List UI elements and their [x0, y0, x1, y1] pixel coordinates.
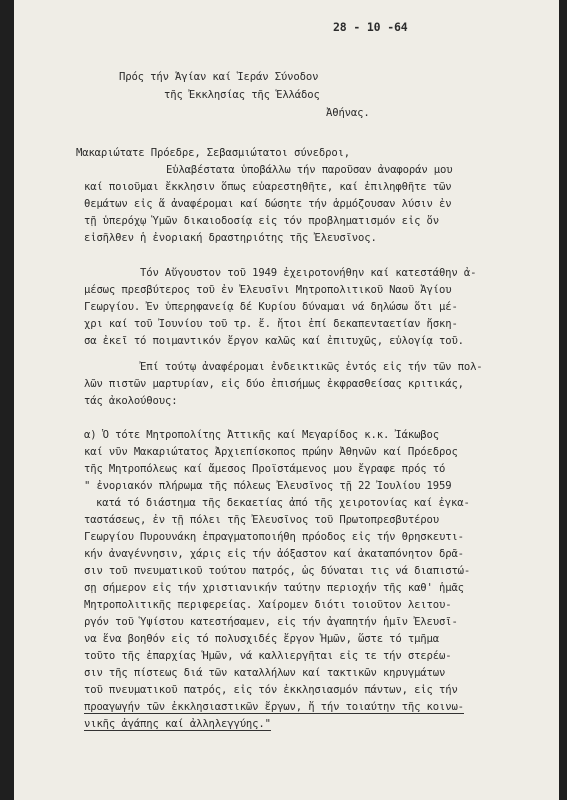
- letter-page: [14, 0, 559, 800]
- body-line: καί ποιοῦμαι ἔκκλησιν ὅπως εὐαρεστηθῆτε, καί ἐπιληφθῆτε τῶν: [84, 181, 452, 193]
- body-line: Ἐπί τούτῳ ἀναφέρομαι ἐνδεικτικῶς ἐντός εἰς τήν τῶν πολ-: [140, 361, 483, 373]
- body-line: σῃ σήμερον εἰς τήν χριστιανικήν ταύτην περιοχήν τῆς καθ' ἡμᾶς: [84, 582, 464, 594]
- body-line: Τόν Αὔγουστον τοῦ 1949 ἐχειροτονήθην καί κατεστάθην ἀ-: [140, 267, 477, 279]
- body-line: τάς ἀκολούθους:: [84, 395, 178, 407]
- body-line: χρι καί τοῦ Ἰουνίου τοῦ τρ. ἔ. ἤτοι ἐπί δεκαπενταετίαν ἤσκη-: [84, 318, 458, 330]
- left-scan-edge: [0, 0, 14, 800]
- body-line: α) Ὁ τότε Μητροπολίτης Ἀττικῆς καί Μεγαρίδος κ.κ. Ἰάκωβος: [84, 429, 439, 441]
- body-line: σιν τῆς πίστεως διά τῶν καταλλήλων καί τακτικῶν κηρυγμάτων: [84, 667, 446, 679]
- body-line: κατά τό διάστημα τῆς δεκαετίας ἀπό τῆς χειροτονίας καί ἐγκα-: [96, 497, 470, 509]
- recipient-line-2: τῆς Ἐκκλησίας τῆς Ἑλλάδος: [164, 89, 320, 101]
- body-line-underlined: νικῆς ἀγάπης καί ἀλληλεγγύης.": [84, 718, 271, 730]
- body-line: κήν ἀναγέννησιν, χάρις εἰς τήν ἀόξαστον καί ἀκαταπόνητον δρᾶ-: [84, 548, 464, 560]
- body-line: να ἕνα βοηθόν εἰς τό πολυσχιδές ἔργον Ἡμῶν, ὥστε τό τμῆμα: [84, 633, 439, 645]
- body-line: εἰσῆλθεν ἡ ἐνοριακή δραστηριότης τῆς Ἐλευσῖνος.: [84, 232, 377, 244]
- recipient-line-1: Πρός τήν Ἁγίαν καί Ἱεράν Σύνοδον: [119, 71, 319, 83]
- body-line: ργόν τοῦ Ὑψίστου κατεστήσαμεν, εἰς τήν ἀγαπητήν ἡμῖν Ἐλευσῖ-: [84, 616, 458, 628]
- body-line: Εὐλαβέστατα ὑποβάλλω τήν παροῦσαν ἀναφοράν μου: [166, 164, 453, 176]
- body-line: σιν τοῦ πνευματικοῦ τούτου πατρός, ὡς δύναται τις νά διαπιστώ-: [84, 565, 471, 577]
- body-line: λῶν πιστῶν μαρτυρίαν, εἰς δύο ἐπισήμως ἐκφρασθείσας κριτικάς,: [84, 378, 464, 390]
- body-line: θεμάτων εἰς ἅ ἀναφέρομαι καί δώσητε τήν ἁρμόζουσαν λύσιν ἐν: [84, 198, 452, 210]
- salutation: Μακαριώτατε Πρόεδρε, Σεβασμιώτατοι σύνεδροι,: [76, 147, 351, 159]
- body-line: σα ἐκεῖ τό ποιμαντικόν ἔργον καλῶς καί ἐπιτυχῶς, εὐλογίᾳ τοῦ.: [84, 335, 464, 347]
- right-scan-edge: [559, 0, 567, 800]
- body-line: τῇ ὑπερόχῳ Ὑμῶν δικαιοδοσίᾳ εἰς τόν προβληματισμόν εἰς ὅν: [84, 215, 439, 227]
- body-line: καί νῦν Μακαριώτατος Ἀρχιεπίσκοπος πρώην Ἀθηνῶν καί Πρόεδρος: [84, 446, 458, 458]
- body-line: τοῦτο τῆς ἐπαρχίας Ἡμῶν, νά καλλιεργῆται εἰς τε τήν στερέω-: [84, 650, 452, 662]
- body-line: ταστάσεως, ἐν τῇ πόλει τῆς Ἐλευσῖνος τοῦ Πρωτοπρεσβυτέρου: [84, 514, 439, 526]
- body-line: Μητροπολιτικῆς περιφερείας. Χαίρομεν διότι τοιοῦτον λειτου-: [84, 599, 452, 611]
- letter-date: 28 - 10 -64: [333, 20, 408, 34]
- body-line: Γεωργίου Πυρουνάκη ἐπραγματοποιήθη πρόοδος εἰς τήν θρησκευτι-: [84, 531, 464, 543]
- body-line: τῆς Μητροπόλεως καί ἄμεσος Προϊστάμενος μου ἔγραφε πρός τό: [84, 463, 446, 475]
- body-line-underlined: προαγωγήν τῶν ἐκκλησιαστικῶν ἔργων, ἤ τήν τοιαύτην τῆς κοινω-: [84, 701, 464, 713]
- body-line: " ἐνοριακόν πλήρωμα τῆς πόλεως Ἐλευσῖνος τῇ 22 Ἰουλίου 1959: [84, 480, 452, 492]
- body-line: Γεωργίου. Ἐν ὑπερηφανείᾳ δέ Κυρίου δύναμαι νά δηλώσω ὅτι μέ-: [84, 301, 458, 313]
- recipient-city: Ἀθήνας.: [326, 107, 370, 119]
- body-line: μέσως πρεσβύτερος τοῦ ἐν Ἐλευσῖνι Μητροπολιτικοῦ Ναοῦ Ἁγίου: [84, 284, 452, 296]
- body-line: τοῦ πνευματικοῦ πατρός, εἰς τόν ἐκκλησιασμόν πάντων, εἰς τήν: [84, 684, 458, 696]
